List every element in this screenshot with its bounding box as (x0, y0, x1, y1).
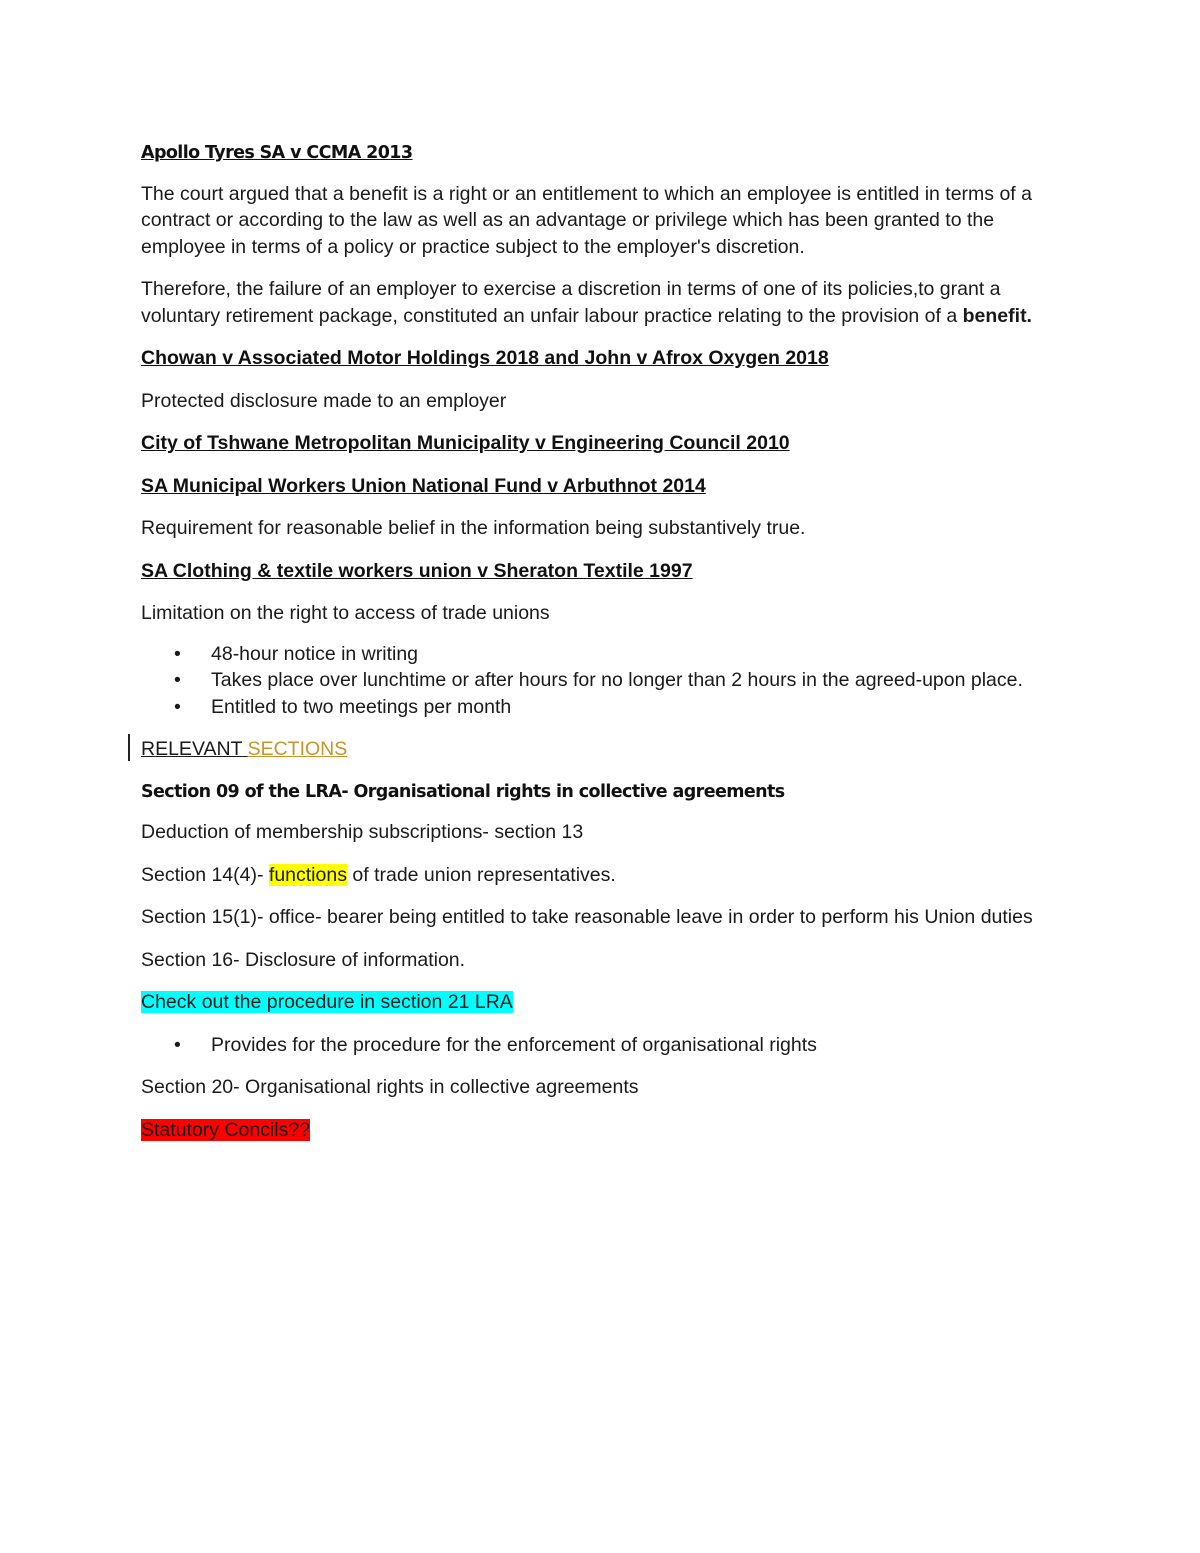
case-heading-apollo: Apollo Tyres SA v CCMA 2013 (141, 143, 413, 163)
section-14-suffix: of trade union representatives. (346, 863, 616, 886)
section-9-heading: Section 09 of the LRA- Organisational rights in collective agreements (141, 781, 785, 802)
highlight-functions: functions (268, 863, 347, 886)
paragraph-section-16: Section 16- Disclosure of information. (141, 948, 466, 971)
access-limitation-list (141, 641, 1061, 721)
paragraph-section-21 (141, 989, 1061, 1016)
paragraph-section-15: Section 15(1)- office- bearer being entitled to take reasonable leave in order to perform his Union duties (141, 906, 1033, 928)
sections-label: SECTIONS (247, 738, 348, 760)
case-heading-samwu: SA Municipal Workers Union National Fund v Arbuthnot 2014 (141, 474, 706, 497)
list-item (141, 694, 1061, 721)
paragraph-reasonable-belief: Requirement for reasonable belief in the information being substantively true. (141, 517, 806, 539)
bold-benefit: benefit. (962, 304, 1032, 327)
relevant-sections-heading[interactable] (141, 736, 1061, 763)
list-item (141, 667, 1061, 694)
paragraph-access-limitation: Limitation on the right to access of trade unions (141, 602, 550, 624)
paragraph-benefit-conclusion-text: Therefore, the failure of an employer to exercise a discretion in terms of one of its policies,to grant a voluntary retirement package, constituted an unfair labour practice relating to the provision of a (141, 278, 1001, 327)
document-body (141, 140, 1061, 1159)
case-heading-tshwane: City of Tshwane Metropolitan Municipality v Engineering Council 2010 (141, 432, 790, 454)
bullet-icon: • (174, 695, 181, 718)
paragraph-section-14 (141, 862, 1061, 889)
relevant-label: RELEVANT (141, 738, 248, 760)
paragraph-statutory-councils (141, 1117, 1061, 1144)
highlight-section-21: Check out the procedure in section 21 LRA (141, 991, 513, 1013)
paragraph-benefit-definition: The court argued that a benefit is a right or an entitlement to which an employee is entitled in terms of a contract or according to the law as well as an advantage or privilege which has been granted to the employee in terms of a policy or practice subject to the employer's discretion. (141, 182, 1032, 258)
list-item-text: Provides for the procedure for the enforcement of organisational rights (211, 1033, 817, 1056)
list-item-text: 48-hour notice in writing (211, 642, 419, 665)
section-21-list (141, 1032, 1061, 1059)
highlight-statutory-councils: Statutory Concils?? (141, 1118, 311, 1141)
bullet-icon: • (174, 669, 181, 691)
bullet-icon: • (174, 642, 181, 665)
case-heading-chowan: Chowan v Associated Motor Holdings 2018 and John v Afrox Oxygen 2018 (141, 347, 829, 369)
list-item-text: Entitled to two meetings per month (211, 695, 512, 718)
list-item (141, 1032, 1061, 1059)
paragraph-benefit-conclusion (141, 276, 1061, 329)
list-item (141, 641, 1061, 668)
text-cursor-icon (128, 734, 130, 761)
case-heading-sactwu: SA Clothing & textile workers union v Sheraton Textile 1997 (141, 559, 693, 582)
paragraph-protected-disclosure: Protected disclosure made to an employer (141, 389, 507, 412)
bullet-icon: • (174, 1033, 181, 1056)
paragraph-section-20: Section 20- Organisational rights in collective agreements (141, 1076, 639, 1098)
list-item-text: Takes place over lunchtime or after hours for no longer than 2 hours in the agreed-upon place. (211, 669, 1023, 691)
paragraph-section-13: Deduction of membership subscriptions- section 13 (141, 821, 584, 843)
section-14-prefix: Section 14(4)- (141, 863, 269, 886)
